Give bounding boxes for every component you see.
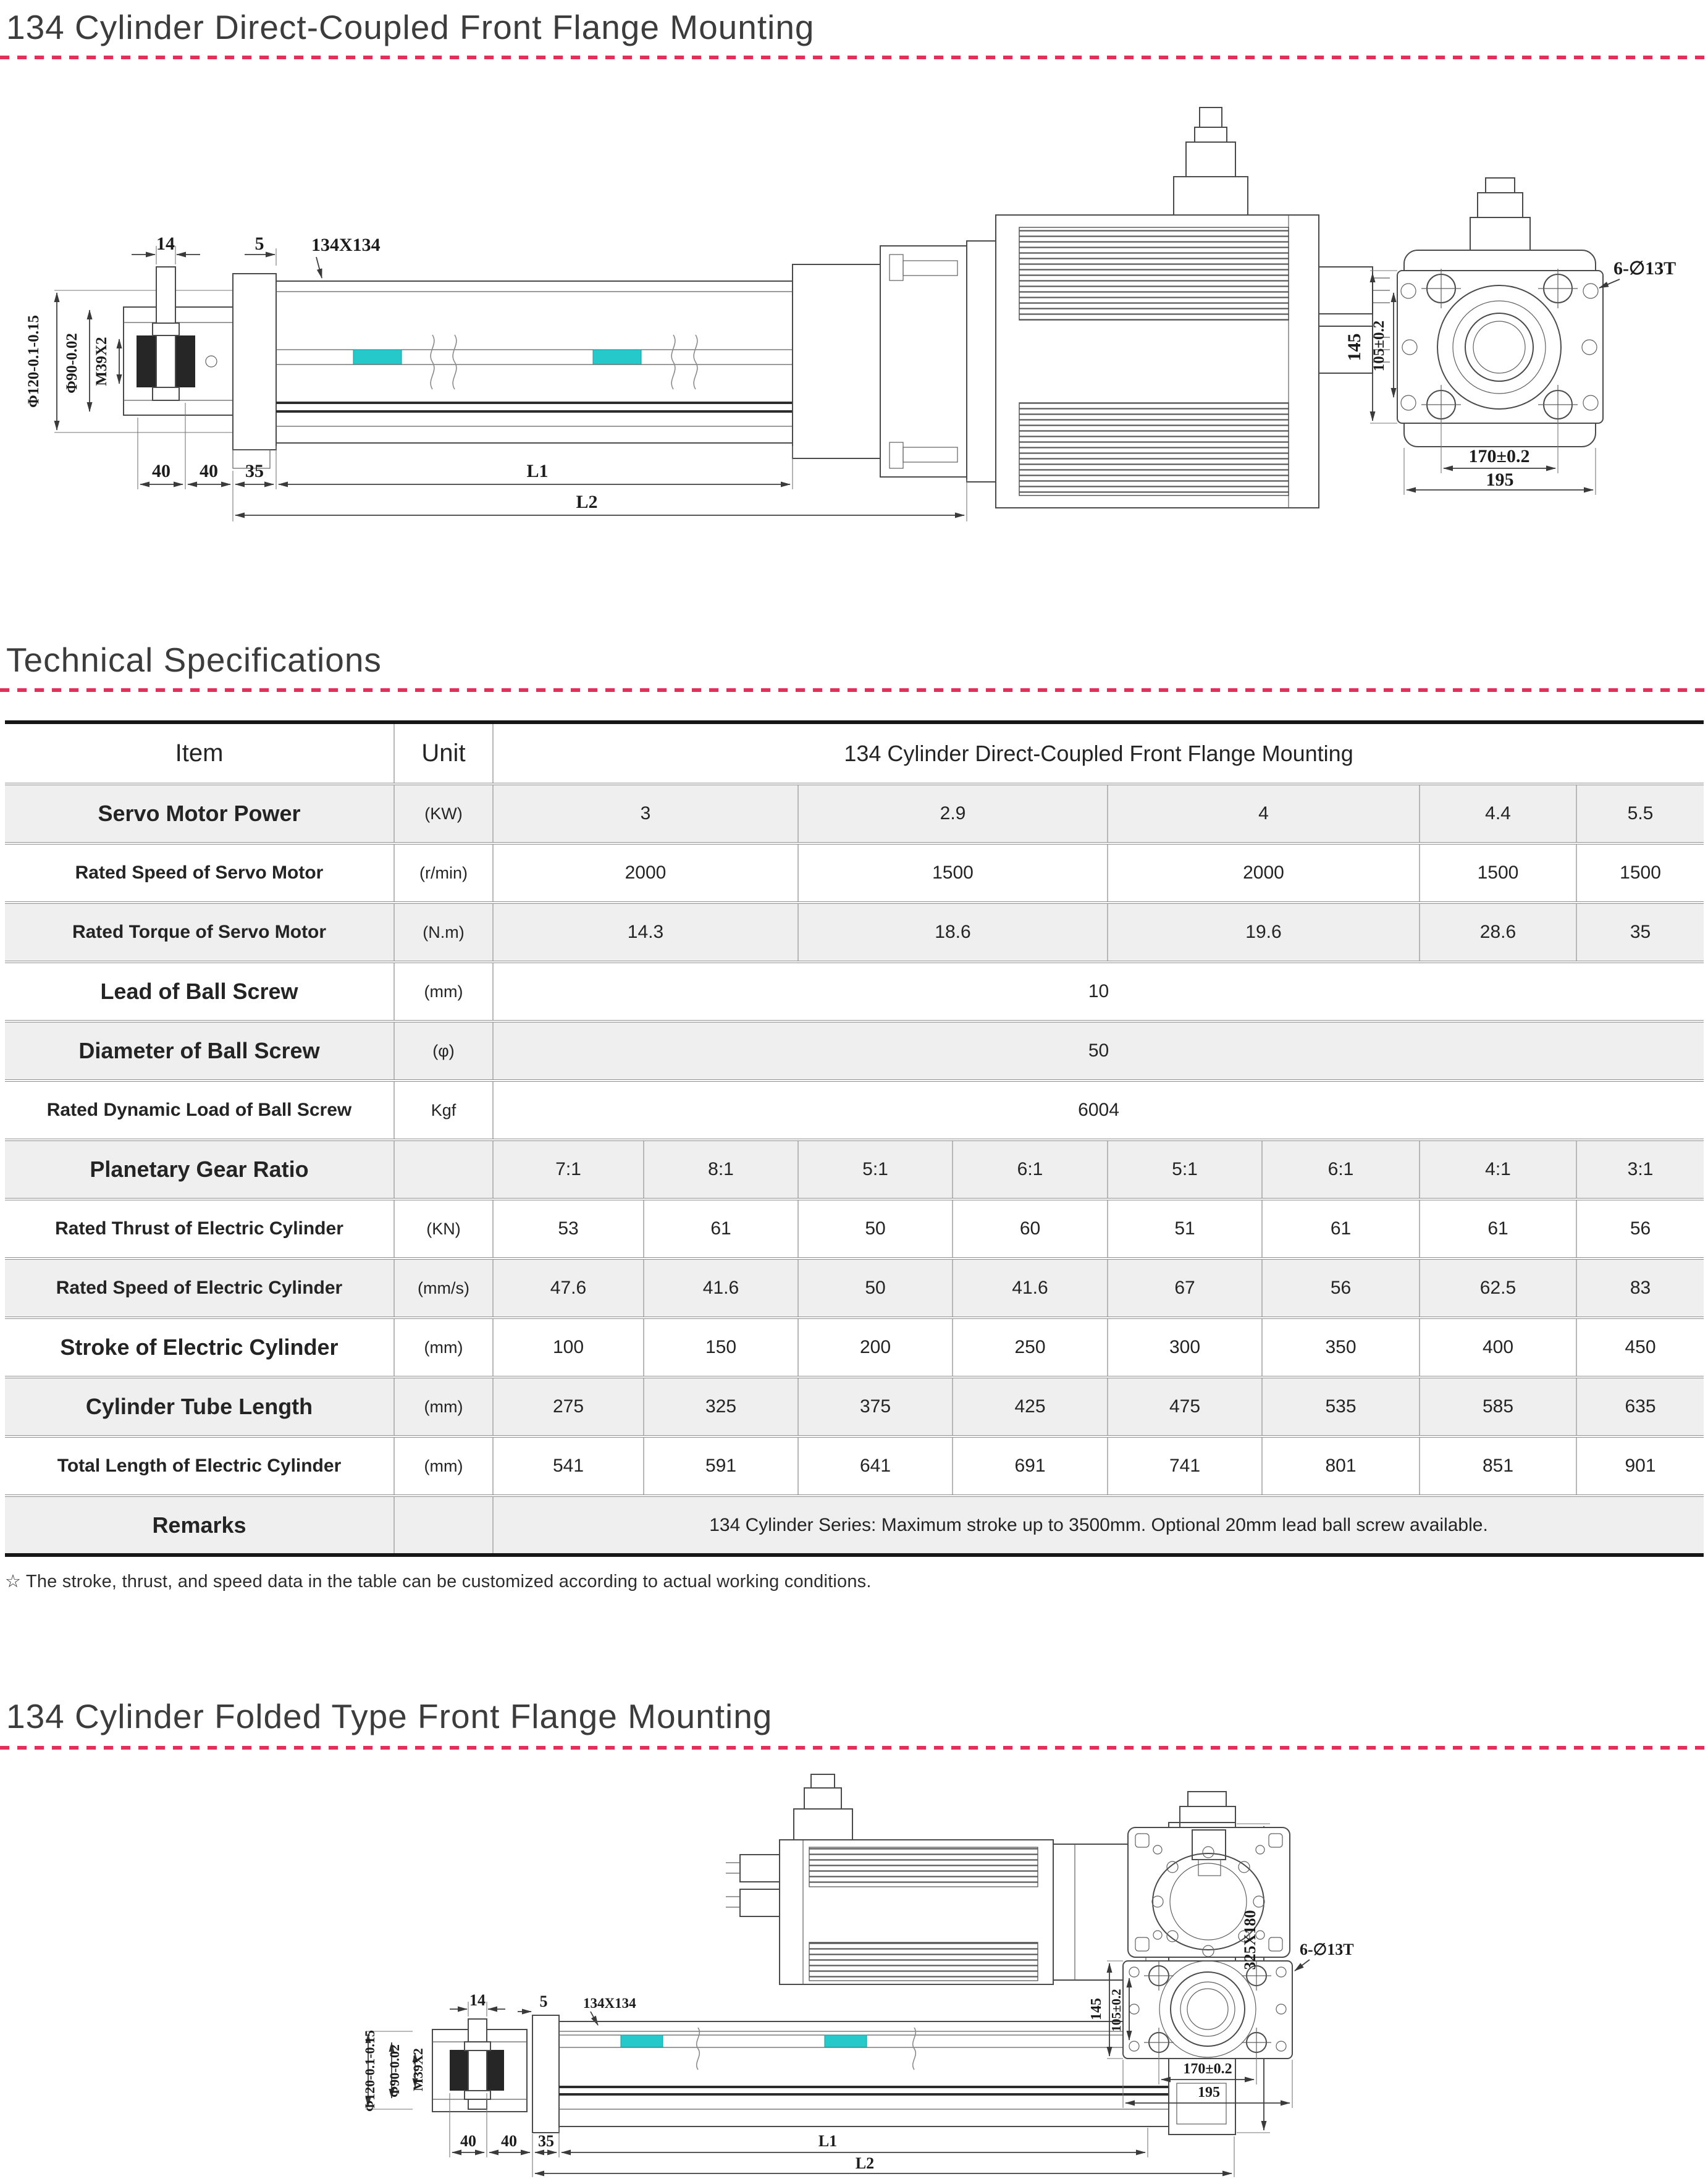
row-unit: Kgf <box>394 1081 493 1140</box>
spec-value: 2.9 <box>798 784 1108 843</box>
row-label: Rated Speed of Servo Motor <box>75 862 324 883</box>
spec-value: 1500 <box>1420 843 1576 903</box>
spec-value: 425 <box>953 1377 1108 1436</box>
dim-label-35-b: 35 <box>538 2132 554 2150</box>
row-label: Rated Dynamic Load of Ball Screw <box>46 1100 352 1120</box>
table-row <box>5 843 1704 903</box>
spec-value: 901 <box>1576 1436 1704 1496</box>
dim-label-170-b: 170±0.2 <box>1183 2061 1232 2077</box>
col-header-product: 134 Cylinder Direct-Coupled Front Flange Mounting <box>493 722 1704 784</box>
spec-value: 400 <box>1420 1318 1576 1377</box>
table-row <box>5 784 1704 843</box>
spec-value: 150 <box>644 1318 798 1377</box>
spec-value: 350 <box>1262 1318 1420 1377</box>
spec-value: 250 <box>953 1318 1108 1377</box>
spec-value: 6:1 <box>953 1140 1108 1199</box>
row-unit: (r/min) <box>394 843 493 903</box>
section-title-specs: Technical Specifications <box>6 641 382 679</box>
dim-label-l1-b: L1 <box>818 2132 838 2150</box>
row-label: Rated Thrust of Electric Cylinder <box>55 1218 343 1239</box>
dim-label-134x134-b: 134X134 <box>583 1996 636 2011</box>
row-label: Rated Torque of Servo Motor <box>72 922 327 942</box>
row-unit: (mm) <box>394 1436 493 1496</box>
dim-label-145: 145 <box>1344 333 1365 361</box>
dim-label-6x13t-b: 6-∅13T <box>1300 1941 1354 1958</box>
dim-label-40b-b: 40 <box>501 2132 517 2150</box>
dim-label-40b: 40 <box>200 461 218 481</box>
spec-value: 535 <box>1262 1377 1420 1436</box>
spec-value: 801 <box>1262 1436 1420 1496</box>
spec-value: 4.4 <box>1420 784 1576 843</box>
spec-value: 2000 <box>1108 843 1420 903</box>
spec-value: 4 <box>1108 784 1420 843</box>
spec-value: 50 <box>493 1021 1704 1081</box>
spec-value: 1500 <box>798 843 1108 903</box>
spec-value: 67 <box>1108 1258 1262 1318</box>
dim-label-40a-b: 40 <box>460 2132 476 2150</box>
spec-value: 14.3 <box>493 903 798 962</box>
dim-label-105-b: 105±0.2 <box>1109 1989 1124 2032</box>
dim-label-14: 14 <box>156 234 175 254</box>
row-label: Total Length of Electric Cylinder <box>57 1456 342 1476</box>
dim-label-195-b: 195 <box>1198 2084 1220 2101</box>
spec-value: 591 <box>644 1436 798 1496</box>
spec-value: 10 <box>493 962 1704 1021</box>
row-label: Rated Speed of Electric Cylinder <box>56 1278 343 1298</box>
row-label: Remarks <box>152 1512 246 1538</box>
row-unit <box>394 1140 493 1199</box>
spec-value: 6:1 <box>1262 1140 1420 1199</box>
spec-value: 53 <box>493 1199 644 1258</box>
row-unit: (KN) <box>394 1199 493 1258</box>
spec-value: 585 <box>1420 1377 1576 1436</box>
spec-value: 28.6 <box>1420 903 1576 962</box>
page-title-folded-type: 134 Cylinder Folded Type Front Flange Mounting <box>6 1697 773 1735</box>
dim-label-35: 35 <box>245 461 264 481</box>
spec-value: 375 <box>798 1377 953 1436</box>
table-row <box>5 1377 1704 1436</box>
dim-label-195: 195 <box>1486 470 1514 490</box>
spec-value: 641 <box>798 1436 953 1496</box>
spec-value: 1500 <box>1576 843 1704 903</box>
spec-value: 5.5 <box>1576 784 1704 843</box>
spec-value: 200 <box>798 1318 953 1377</box>
spec-value: 100 <box>493 1318 644 1377</box>
row-label: Stroke of Electric Cylinder <box>60 1334 339 1360</box>
row-unit: (mm) <box>394 962 493 1021</box>
row-unit: (mm) <box>394 1377 493 1436</box>
spec-value: 7:1 <box>493 1140 644 1199</box>
dim-label-m39x2: M39X2 <box>93 337 110 386</box>
table-row <box>5 1318 1704 1377</box>
dim-label-5-b: 5 <box>539 1992 548 2010</box>
spec-value: 741 <box>1108 1436 1262 1496</box>
spec-value: 60 <box>953 1199 1108 1258</box>
spec-value: 62.5 <box>1420 1258 1576 1318</box>
drawing-top-side-view <box>54 107 1390 521</box>
table-row-remarks <box>5 1496 1704 1555</box>
spec-value: 4:1 <box>1420 1140 1576 1199</box>
spec-value: 19.6 <box>1108 903 1420 962</box>
spec-value: 41.6 <box>644 1258 798 1318</box>
spec-value: 35 <box>1576 903 1704 962</box>
row-label: Servo Motor Power <box>98 801 301 826</box>
row-label: Lead of Ball Screw <box>100 979 298 1004</box>
spec-value: 325 <box>644 1377 798 1436</box>
spec-value: 5:1 <box>1108 1140 1262 1199</box>
spec-value: 83 <box>1576 1258 1704 1318</box>
dim-label-l1: L1 <box>526 461 549 481</box>
spec-value: 300 <box>1108 1318 1262 1377</box>
spec-value: 5:1 <box>798 1140 953 1199</box>
table-row <box>5 903 1704 962</box>
spec-value: 51 <box>1108 1199 1262 1258</box>
col-header-item: Item <box>175 740 224 767</box>
row-unit <box>394 1496 493 1555</box>
spec-value: 61 <box>644 1199 798 1258</box>
dim-label-d90: Φ90-0.02 <box>64 333 80 394</box>
col-header-unit: Unit <box>394 722 493 784</box>
table-row <box>5 1021 1704 1081</box>
spec-value: 541 <box>493 1436 644 1496</box>
spec-value: 47.6 <box>493 1258 644 1318</box>
row-unit: (KW) <box>394 784 493 843</box>
divider-dashed-2 <box>0 688 1708 692</box>
spec-value: 61 <box>1420 1199 1576 1258</box>
spec-value: 41.6 <box>953 1258 1108 1318</box>
spec-table <box>5 720 1704 1557</box>
remarks-text: 134 Cylinder Series: Maximum stroke up to 3500mm. Optional 20mm lead ball screw available. <box>493 1496 1704 1555</box>
row-unit: (mm/s) <box>394 1258 493 1318</box>
spec-value: 56 <box>1262 1258 1420 1318</box>
spec-value: 3:1 <box>1576 1140 1704 1199</box>
dim-label-6x13t: 6-∅13T <box>1613 258 1676 279</box>
row-label: Cylinder Tube Length <box>85 1394 313 1419</box>
spec-value: 8:1 <box>644 1140 798 1199</box>
row-label: Planetary Gear Ratio <box>90 1157 309 1182</box>
table-row <box>5 1081 1704 1140</box>
dim-label-325x180: 325X180 <box>1241 1910 1259 1970</box>
spec-value: 2000 <box>493 843 798 903</box>
dim-label-145-b: 145 <box>1088 1998 1104 2020</box>
divider-dashed-3 <box>0 1746 1708 1750</box>
dim-label-5: 5 <box>255 234 264 254</box>
page-title-direct-coupled: 134 Cylinder Direct-Coupled Front Flange Mounting <box>6 8 815 46</box>
row-label: Diameter of Ball Screw <box>78 1038 320 1063</box>
dim-label-m39x2-b: M39X2 <box>410 2048 426 2091</box>
table-row <box>5 1199 1704 1258</box>
table-row <box>5 1436 1704 1496</box>
dim-label-170: 170±0.2 <box>1468 446 1530 466</box>
divider-dashed-1 <box>0 56 1708 59</box>
table-row <box>5 1258 1704 1318</box>
spec-value: 50 <box>798 1199 953 1258</box>
dim-label-40a: 40 <box>152 461 170 481</box>
spec-value: 475 <box>1108 1377 1262 1436</box>
spec-value: 3 <box>493 784 798 843</box>
dim-label-105: 105±0.2 <box>1371 320 1387 372</box>
dim-label-d90-b: Φ90-0.02 <box>387 2044 402 2098</box>
dim-label-l2: L2 <box>576 492 598 512</box>
row-unit: (φ) <box>394 1021 493 1081</box>
spec-value: 61 <box>1262 1199 1420 1258</box>
spec-value: 450 <box>1576 1318 1704 1377</box>
table-row <box>5 962 1704 1021</box>
dim-label-l2-b: L2 <box>855 2154 875 2172</box>
spec-value: 50 <box>798 1258 953 1318</box>
spec-value: 18.6 <box>798 903 1108 962</box>
table-row <box>5 1140 1704 1199</box>
row-unit: (mm) <box>394 1318 493 1377</box>
dim-label-134x134: 134X134 <box>311 235 381 255</box>
spec-value: 691 <box>953 1436 1108 1496</box>
spec-value: 851 <box>1420 1436 1576 1496</box>
spec-value: 6004 <box>493 1081 1704 1140</box>
dim-label-d120: Φ120-0.1-0.15 <box>25 315 42 408</box>
table-header-row <box>5 722 1704 784</box>
spec-value: 635 <box>1576 1377 1704 1436</box>
table-footnote: ☆ The stroke, thrust, and speed data in the table can be customized according to actual working conditions. <box>5 1572 872 1591</box>
dim-label-d120-b: Φ120-0.1-0.15 <box>362 2030 377 2112</box>
row-unit: (N.m) <box>394 903 493 962</box>
dim-label-14-b: 14 <box>469 1991 486 2009</box>
spec-value: 56 <box>1576 1199 1704 1258</box>
spec-value: 275 <box>493 1377 644 1436</box>
